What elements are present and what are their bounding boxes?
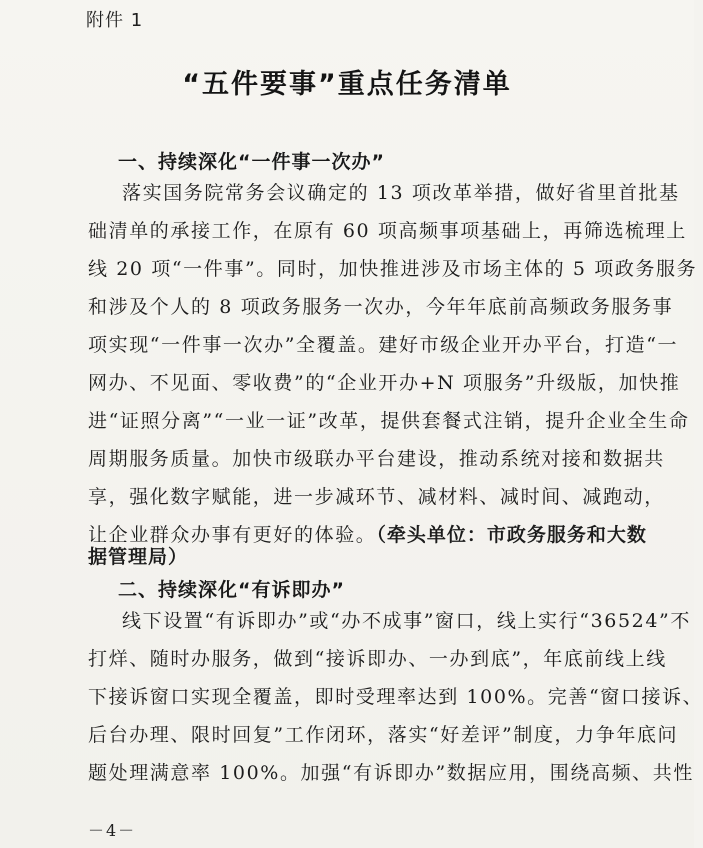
lead-unit-label: （牵头单位：市政务服务和大数 <box>376 524 647 546</box>
paragraph-line: 和涉及个人的 8 项政务服务一次办，今年年底前高频政务服务事 <box>88 296 674 318</box>
paragraph-text: 让企业群众办事有更好的体验。 <box>88 524 377 546</box>
page-number: －4－ <box>88 821 137 840</box>
attachment-label: 附件 1 <box>86 10 144 31</box>
paragraph-line: 下接诉窗口实现全覆盖，即时受理率达到 100%。完善“窗口接诉、 <box>88 686 703 708</box>
paragraph-line: 进“证照分离”“一业一证”改革，提供套餐式注销，提升企业全生命 <box>88 410 690 432</box>
paragraph-line: 周期服务质量。加快市级联办平台建设，推动系统对接和数据共 <box>88 448 665 470</box>
paragraph-line: 题处理满意率 100%。加强“有诉即办”数据应用，围绕高频、共性 <box>88 762 694 784</box>
paragraph-line: 落实国务院常务会议确定的 13 项改革举措，做好省里首批基 <box>122 182 680 204</box>
paragraph-line: 打烊、随时办服务，做到“接诉即办、一办到底”，年底前线上线 <box>88 648 667 670</box>
lead-unit-continuation: 据管理局） <box>88 546 189 568</box>
paragraph-line <box>88 523 647 547</box>
paragraph-line: 网办、不见面、零收费”的“企业开办+N 项服务”升级版，加快推 <box>88 372 681 394</box>
section-heading-2: 二、持续深化“有诉即办” <box>118 579 345 601</box>
section-heading-1: 一、持续深化“一件事一次办” <box>118 151 385 173</box>
page-title: “五件要事”重点任务清单 <box>182 69 512 100</box>
paragraph-line: 线下设置“有诉即办”或“办不成事”窗口，线上实行“36524”不 <box>122 610 691 632</box>
paragraph-line: 线 20 项“一件事”。同时，加快推进涉及市场主体的 5 项政务服务 <box>88 258 698 280</box>
paragraph-line: 础清单的承接工作，在原有 60 项高频事项基础上，再筛选梳理上 <box>88 220 687 242</box>
paragraph-line: 后台办理、限时回复”工作闭环，落实“好差评”制度，力争年底问 <box>88 724 679 746</box>
paragraph-line: 项实现“一件事一次办”全覆盖。建好市级企业开办平台，打造“一 <box>88 334 679 356</box>
paragraph-line: 享，强化数字赋能，进一步减环节、减材料、减时间、减跑动， <box>88 486 665 508</box>
